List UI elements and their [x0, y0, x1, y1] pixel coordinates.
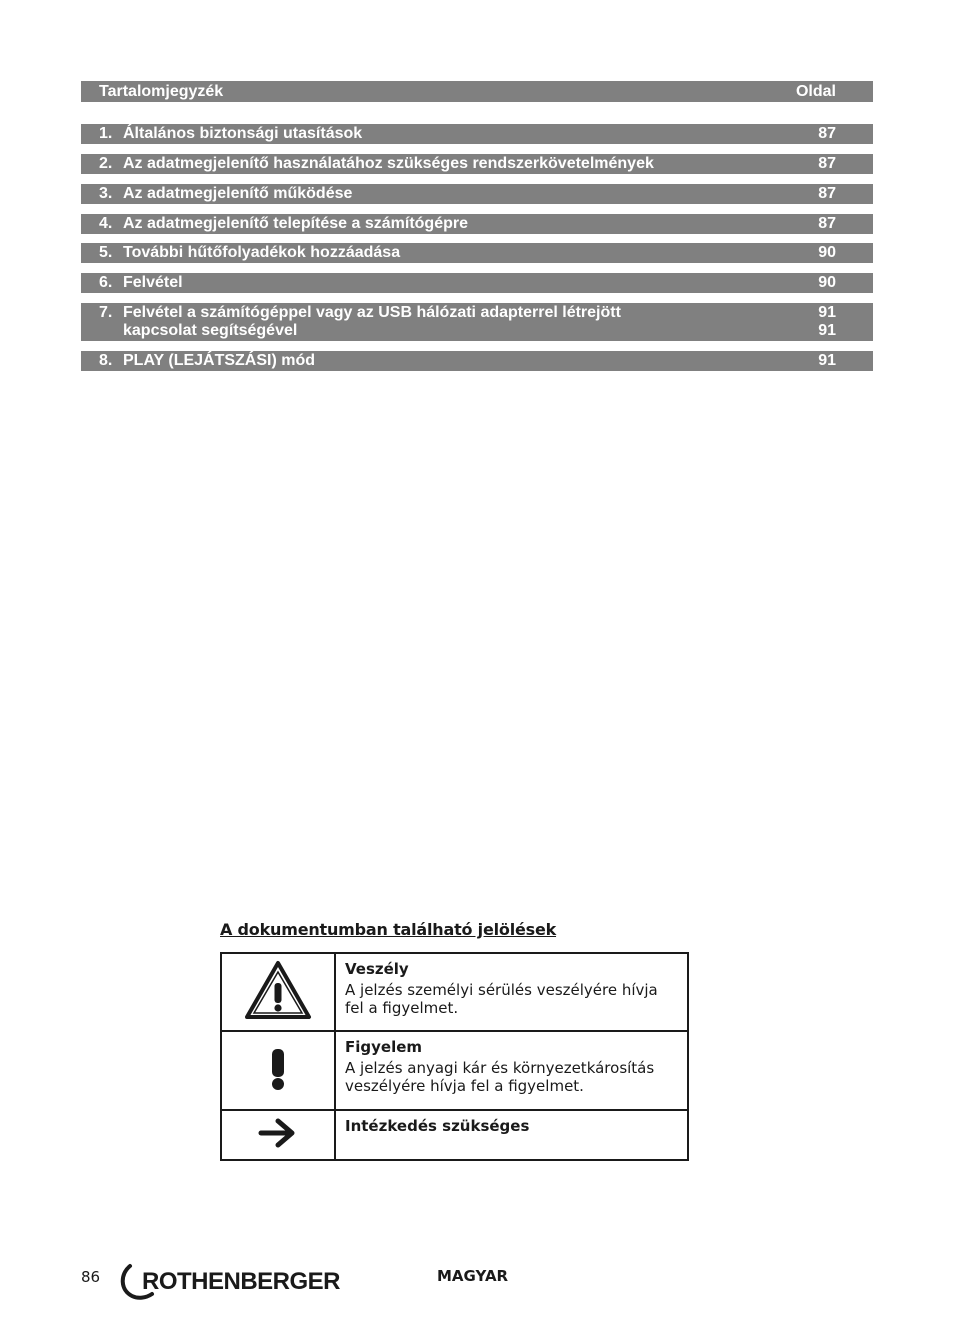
toc-item-page [818, 304, 836, 340]
toc-item-title: Felvétel [123, 274, 183, 291]
toc-item-num: 7. [99, 304, 113, 321]
legend-icon-cell [221, 1031, 335, 1110]
toc-header-page: Oldal [795, 83, 836, 100]
page-number: 86 [81, 1268, 101, 1286]
arrow-right-icon [258, 1117, 298, 1149]
toc-item-num: 2. [99, 155, 113, 172]
legend-row-action [221, 1110, 688, 1160]
exclamation-icon [268, 1047, 288, 1091]
toc-item-num: 5. [99, 244, 113, 261]
toc-item-page: 87 [818, 215, 836, 232]
toc-item-2[interactable] [81, 154, 873, 174]
toc-item-num: 4. [99, 215, 113, 232]
toc-item-page-line1: 91 [818, 304, 836, 321]
legend-label-action: Intézkedés szükséges [345, 1117, 530, 1135]
legend-title: A dokumentumban található jelölések [220, 920, 557, 939]
toc-item-title [123, 304, 621, 340]
toc-item-num: 8. [99, 352, 113, 369]
toc-item-page: 90 [818, 274, 836, 291]
legend-text-cell [335, 1110, 688, 1160]
toc-item-1[interactable] [81, 124, 873, 144]
legend-label-caution: Figyelem [345, 1038, 423, 1056]
toc-item-5[interactable] [81, 243, 873, 263]
toc-item-3[interactable] [81, 184, 873, 204]
brand-logo-graphic [118, 1262, 350, 1302]
toc-item-num: 3. [99, 185, 113, 202]
legend-row-caution [221, 1031, 688, 1110]
toc-item-title: Az adatmegjelenítő telepítése a számítógépre [123, 215, 468, 232]
warning-triangle-icon [243, 959, 313, 1021]
toc-item-title: PLAY (LEJÁTSZÁSI) mód [123, 352, 316, 369]
toc-item-7[interactable] [81, 303, 873, 341]
legend-table [220, 952, 689, 1161]
toc-item-page: 91 [818, 352, 836, 369]
toc-item-page: 87 [818, 125, 836, 142]
toc-item-title-line2: kapcsolat segítségével [123, 322, 298, 339]
toc-item-title: Az adatmegjelenítő működése [123, 185, 353, 202]
toc-header-title: Tartalomjegyzék [99, 83, 224, 100]
toc-item-num: 1. [99, 125, 113, 142]
toc-item-title-line1: Felvétel a számítógéppel vagy az USB hálózati adapterrel létrejött [123, 304, 621, 321]
toc-item-page-line2: 91 [818, 322, 836, 339]
legend-row-danger [221, 953, 688, 1031]
brand-name: ROTHENBERGER [142, 1268, 341, 1295]
legend-desc-caution: A jelzés anyagi kár és környezetkárosítás veszélyére hívja fel a figyelmet. [345, 1059, 655, 1095]
toc-item-num: 6. [99, 274, 113, 291]
toc-item-6[interactable] [81, 273, 873, 293]
brand-logo [118, 1262, 350, 1307]
toc-item-title: További hűtőfolyadékok hozzáadása [123, 244, 401, 261]
legend-icon-cell [221, 953, 335, 1031]
toc-item-8[interactable] [81, 351, 873, 371]
toc-item-title: Az adatmegjelenítő használatához szükséges rendszerkövetelmények [123, 155, 654, 172]
legend-label-danger: Veszély [345, 960, 409, 978]
legend-text-cell [335, 1031, 688, 1110]
language-label: MAGYAR [437, 1267, 509, 1285]
legend-icon-cell [221, 1110, 335, 1160]
legend-text-cell [335, 953, 688, 1031]
toc-item-page: 87 [818, 185, 836, 202]
toc-item-page: 90 [818, 244, 836, 261]
toc-header [81, 81, 873, 102]
legend-desc-danger: A jelzés személyi sérülés veszélyére hívja fel a figyelmet. [345, 981, 658, 1017]
toc-item-4[interactable] [81, 214, 873, 234]
toc-item-page: 87 [818, 155, 836, 172]
toc-item-title: Általános biztonsági utasítások [123, 125, 363, 142]
